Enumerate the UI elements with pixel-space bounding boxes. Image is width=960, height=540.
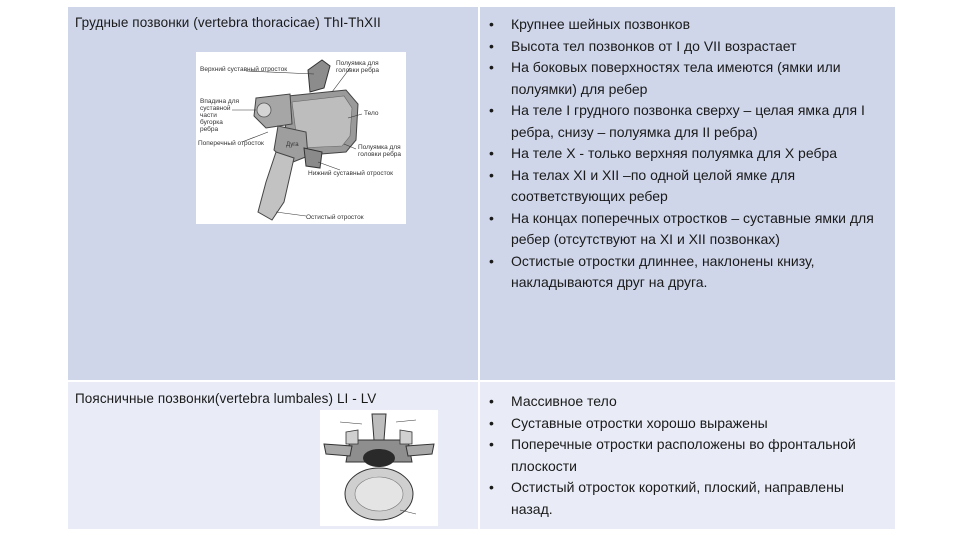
table-row-lumbar (68, 382, 895, 529)
list-item: • Высота тел позвонков от I до VII возрастает (489, 36, 889, 58)
lumbar-vertebra-drawing (320, 410, 438, 526)
list-item: • Остистые отростки длиннее, наклонены книзу, накладываются друг на друга. (489, 251, 889, 294)
list-item: • На теле I грудного позвонка сверху – целая ямка для I ребра, снизу – полуямка для II ребра) (489, 100, 889, 143)
label-costal-hemifacet-upper: Полуямка для головки ребра (336, 60, 380, 74)
list-item: • Остистый отросток короткий, плоский, направлены назад. (489, 477, 889, 520)
thoracic-vertebra-drawing (196, 52, 406, 224)
list-item: • На боковых поверхностях тела имеются (ямки или полуямки) для ребер (489, 57, 889, 100)
label-costal-hemifacet-lower: Полуямка для головки ребра (358, 144, 402, 158)
label-spinous-process: Остистый отросток (306, 214, 364, 221)
vertebrae-table (67, 6, 896, 528)
label-inferior-articular: Нижний суставный отросток (308, 170, 393, 177)
lumbar-cell-left (68, 382, 480, 529)
thoracic-cell-left (68, 7, 480, 380)
label-superior-articular: Верхний суставный отросток (200, 66, 288, 73)
label-transverse-process: Поперечный отросток (198, 140, 264, 147)
label-transverse-costal-facet: Впадина для суставной части бугорка ребра (200, 98, 240, 133)
thoracic-title: Грудные позвонки (vertebra thoracicae) ThI-ThXII (75, 15, 381, 30)
list-item: • Поперечные отростки расположены во фронтальной плоскости (489, 434, 889, 477)
list-item: • Крупнее шейных позвонков (489, 14, 889, 36)
thoracic-features-list (489, 14, 889, 294)
table-row-thoracic (68, 7, 895, 380)
lumbar-cell-right (482, 382, 895, 529)
list-item: • На концах поперечных отростков – суставные ямки для ребер (отсутствуют на XI и XII позвонках) (489, 208, 889, 251)
list-item: • Суставные отростки хорошо выражены (489, 413, 889, 435)
thoracic-vertebra-illustration (196, 52, 406, 224)
thoracic-cell-right (482, 7, 895, 380)
lumbar-title: Поясничные позвонки(vertebra lumbales) LI - LV (75, 391, 377, 406)
label-body: Тело (364, 110, 379, 117)
label-arch: Дуга (286, 142, 299, 148)
list-item: • На телах XI и XII –по одной целой ямке для соответствующих ребер (489, 165, 889, 208)
list-item: • Массивное тело (489, 391, 889, 413)
list-item: • На теле X - только верхняя полуямка для X ребра (489, 143, 889, 165)
lumbar-features-list (489, 391, 889, 520)
lumbar-vertebra-illustration (320, 410, 438, 526)
